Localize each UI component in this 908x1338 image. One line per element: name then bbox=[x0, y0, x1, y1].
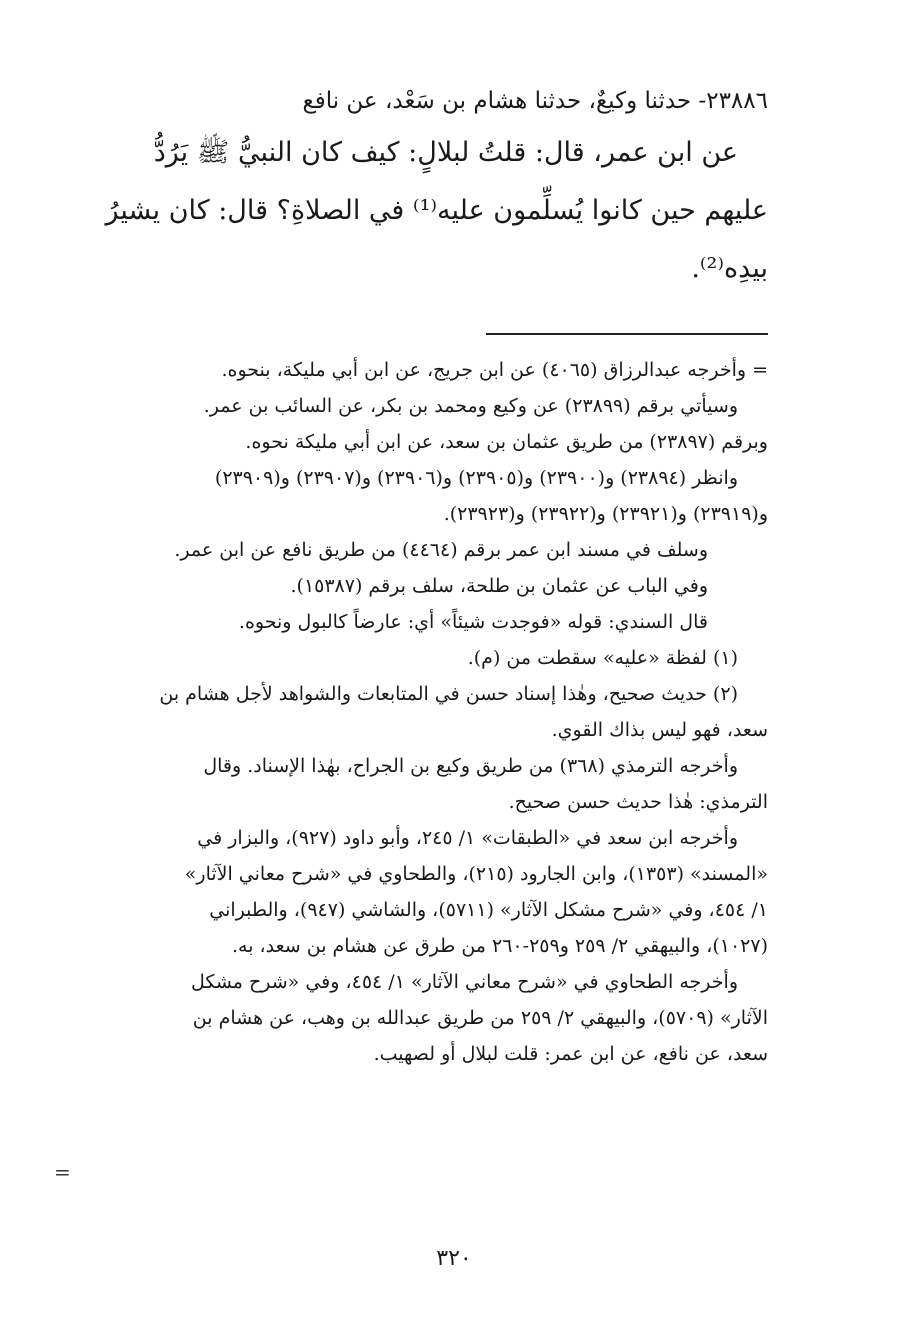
hadith-line: بيدِه⁽²⁾. bbox=[691, 253, 768, 284]
footnote-line: سعد، فهو ليس بذاك القوي. bbox=[551, 719, 768, 741]
hadith-line: عليهم حين كانوا يُسلِّمون عليه⁽¹⁾ في الصلاةِ؟ قال: كان يشيرُ bbox=[105, 195, 768, 226]
footnote-line: (٢) حديث صحيح، وهٰذا إسناد حسن في المتابعات والشواهد لأجل هشام بن bbox=[159, 683, 738, 705]
page-number: ٣٢٠ bbox=[436, 1246, 472, 1271]
footnote-line: قال السندي: قوله «فوجدت شيئاً» أي: عارضاً كالبول ونحوه. bbox=[238, 611, 708, 633]
footnote-line: وأخرجه ابن سعد في «الطبقات» ١/ ٢٤٥، وأبو داود (٩٢٧)، والبزار في bbox=[197, 827, 738, 849]
hadith-line: ٢٣٨٨٦- حدثنا وكيعٌ، حدثنا هشام بن سَعْد، عن نافع bbox=[302, 88, 768, 114]
footnote-separator bbox=[486, 333, 768, 335]
hadith-text bbox=[60, 78, 768, 298]
footnote-line: = وأخرجه عبدالرزاق (٤٠٦٥) عن ابن جريج، عن ابن أبي مليكة، بنحوه. bbox=[221, 359, 768, 381]
footnote-line: وأخرجه الطحاوي في «شرح معاني الآثار» ١/ ٤٥٤، وفي «شرح مشكل bbox=[190, 971, 738, 993]
footnote-line: وسيأتي برقم (٢٣٨٩٩) عن وكيع ومحمد بن بكر، عن السائب بن عمر. bbox=[203, 395, 738, 417]
footnote-line: وسلف في مسند ابن عمر برقم (٤٤٦٤) من طريق نافع عن ابن عمر. bbox=[174, 539, 708, 561]
footnote-line: الترمذي: هٰذا حديث حسن صحيح. bbox=[508, 791, 768, 813]
footnote-line: الآثار» (٥٧٠٩)، والبيهقي ٢/ ٢٥٩ من طريق عبدالله بن وهب، عن هشام بن bbox=[192, 1007, 768, 1029]
footnotes bbox=[60, 352, 768, 1072]
footnote-line: سعد، عن نافع، عن ابن عمر: قلت لبلال أو لصهيب. bbox=[373, 1043, 768, 1065]
footnote-line: (١٠٢٧)، والبيهقي ٢/ ٢٥٩ و٢٥٩-٢٦٠ من طرق عن هشام بن سعد، به. bbox=[231, 935, 768, 957]
hadith-line: عن ابن عمر، قال: قلتُ لبلالٍ: كيف كان النبيُّ ﷺ يَرُدُّ bbox=[153, 137, 738, 168]
continuation-mark: = bbox=[54, 1160, 71, 1184]
footnote-line: ١/ ٤٥٤، وفي «شرح مشكل الآثار» (٥٧١١)، والشاشي (٩٤٧)، والطبراني bbox=[209, 899, 768, 921]
footnote-line: و(٢٣٩١٩) و(٢٣٩٢١) و(٢٣٩٢٢) و(٢٣٩٢٣). bbox=[443, 503, 768, 525]
footnote-line: (١) لفظة «عليه» سقطت من (م). bbox=[467, 647, 738, 669]
footnote-line: وانظر (٢٣٨٩٤) و(٢٣٩٠٠) و(٢٣٩٠٥) و(٢٣٩٠٦) و(٢٣٩٠٧) و(٢٣٩٠٩) bbox=[214, 467, 738, 489]
footnote-line: وبرقم (٢٣٨٩٧) من طريق عثمان بن سعد، عن ابن أبي مليكة نحوه. bbox=[245, 431, 768, 453]
footnote-line: وفي الباب عن عثمان بن طلحة، سلف برقم (١٥٣٨٧). bbox=[290, 575, 708, 597]
footnote-line: «المسند» (١٣٥٣)، وابن الجارود (٢١٥)، والطحاوي في «شرح معاني الآثار» bbox=[184, 863, 768, 885]
footnote-line: وأخرجه الترمذي (٣٦٨) من طريق وكيع بن الجراح، بهٰذا الإسناد. وقال bbox=[203, 755, 738, 777]
